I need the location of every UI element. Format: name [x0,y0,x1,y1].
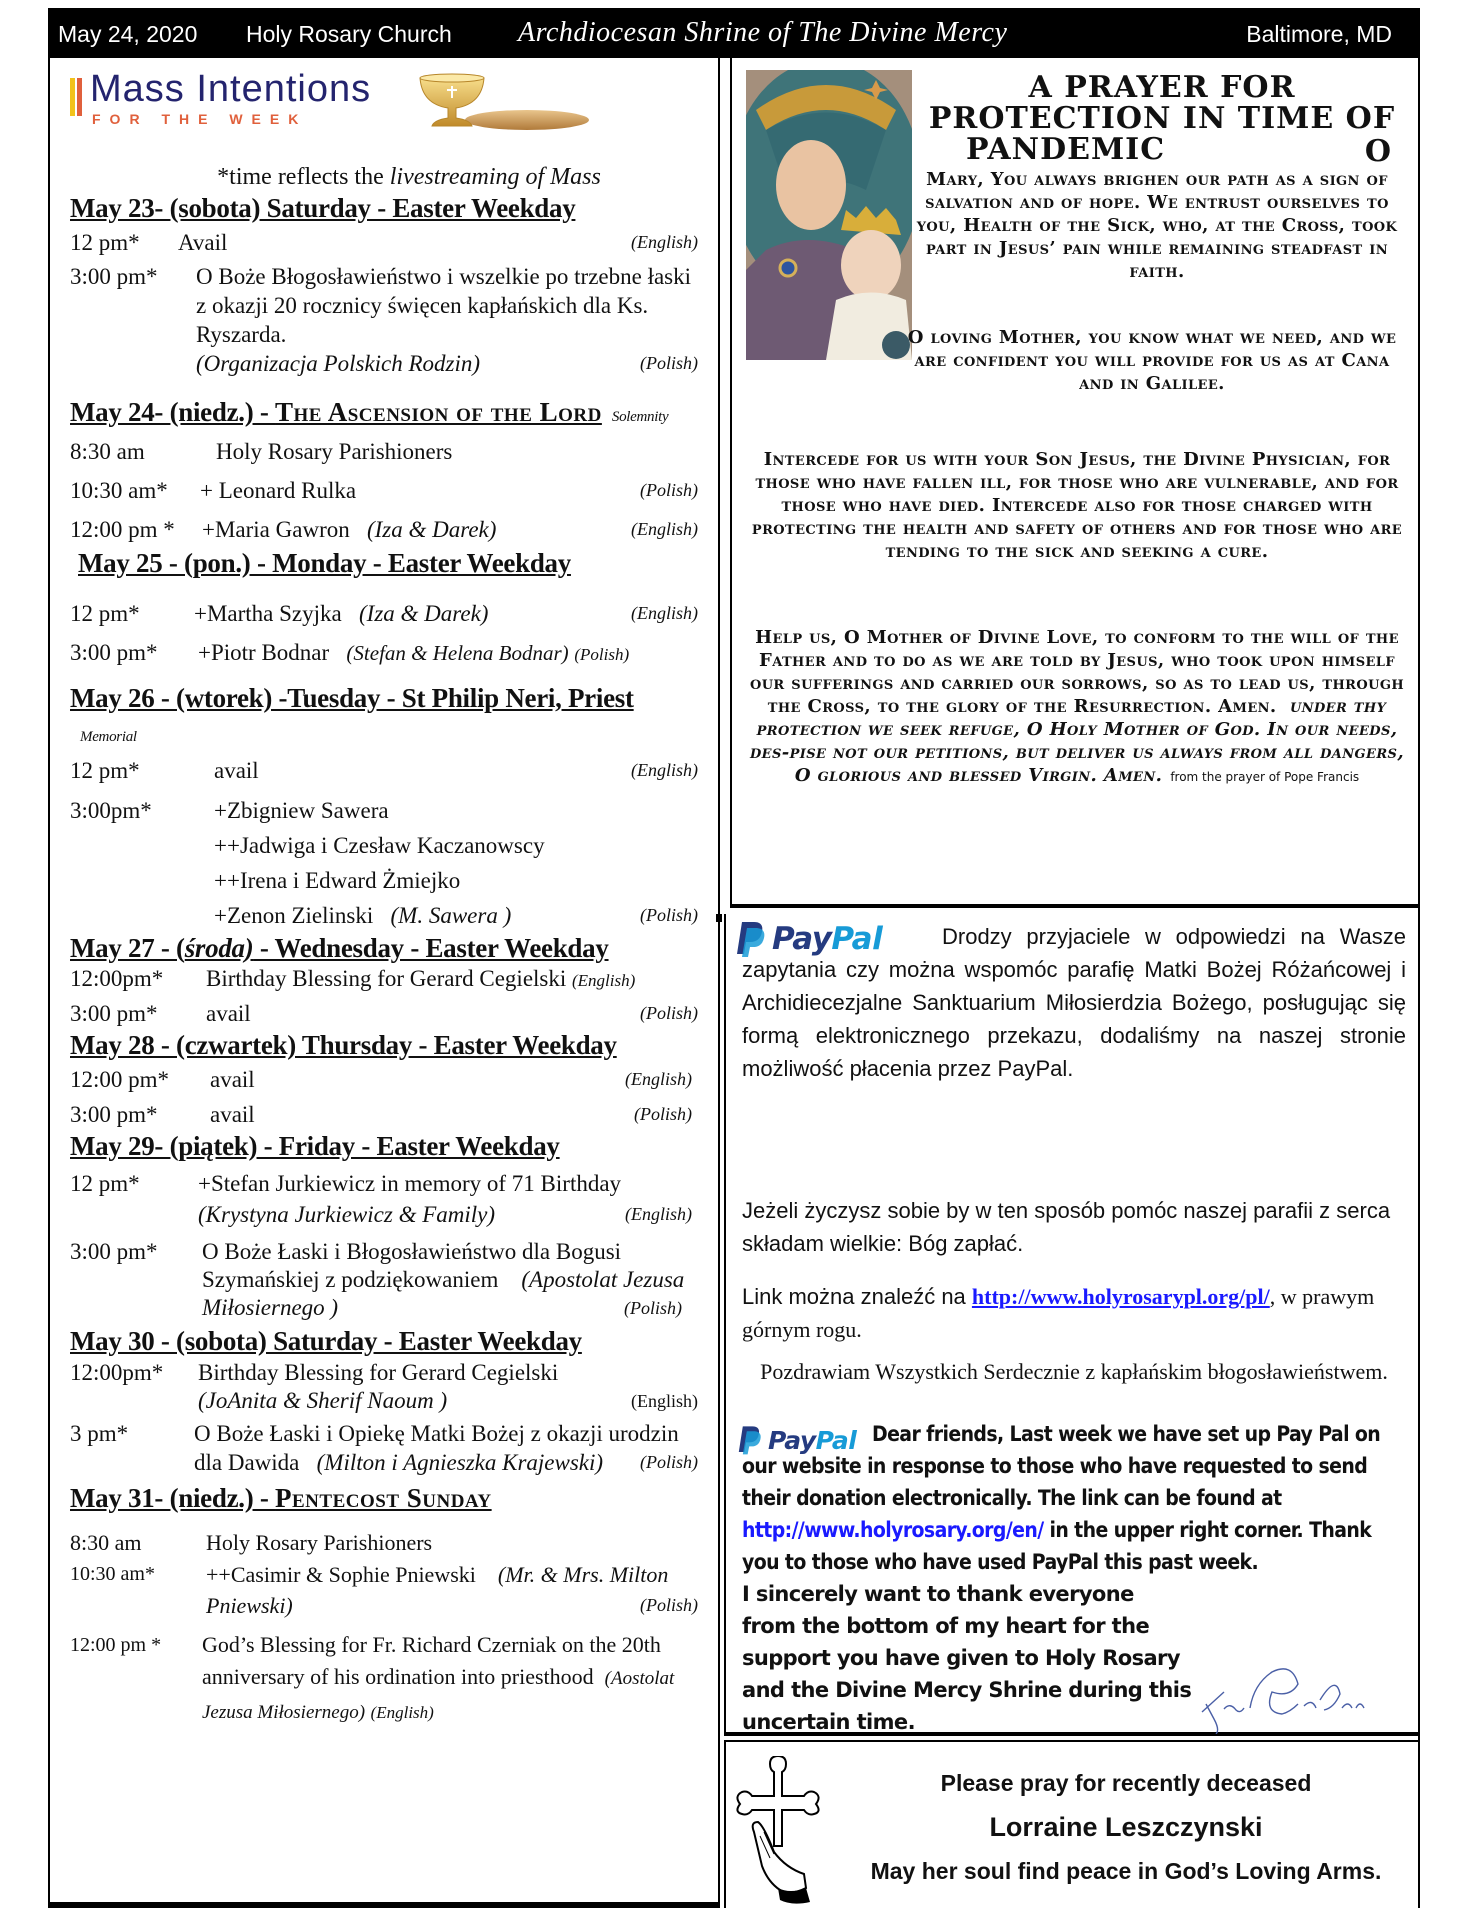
prayer-text: Help us, O Mother of Divine Love, to conform to the will of the Father and to do as we are told by Jesus, who took upon himself our sufferings and carried our sorrows, so as to lead us, through the Cross, to the glory of the Resurrection. Amen. [749,627,1405,717]
language: (Polish) [640,353,698,373]
donor: (Apostolat Jezusa Miłosiernego ) [202,1267,685,1320]
prayer-italic-text: under thy protection we seek refuge, O Holy Mother of God. In our needs, des-pise not our petitions, but deliver us always from all dangers, O glorious and blessed Virgin. Amen. [749,696,1405,786]
intention: +Martha Szyjka [194,601,342,626]
mass-time: 10:30 am* [70,1563,155,1585]
feast-rank: Memorial [80,729,137,745]
mass-entry [70,262,708,378]
intention: O Boże Błogosławieństwo i wszelkie po trzebne łaski z okazji 20 rocznicy święcen kapłańskich dla Ks. Ryszarda. [196,264,692,347]
memorial-panel [724,1740,1420,1908]
mass-time: 12:00 pm * [70,1634,162,1656]
day-heading-polish: środa) [184,933,254,963]
language: (Polish) [640,1595,698,1615]
polish-greeting: Pozdrawiam Wszystkich Serdecznie z kapłańskim błogosławieństwem. [760,1359,1388,1384]
intention: ++Casimir & Sophie Pniewski [206,1562,476,1587]
memorial-intro: Please pray for recently deceased [940,1770,1312,1796]
language: (English) [631,760,698,780]
language: (English) [370,1703,434,1722]
prayer-paragraph [742,626,1412,789]
language: (English) [625,1069,692,1089]
donor: (JoAnita & Sherif Naoum ) [198,1388,448,1413]
logo-subtitle: FOR THE WEEK [92,111,308,127]
prayer-paragraph: Mary, You always brighen our path as a sign of salvation and of hope. We entrust ourselves to you, Health of the Sick, who, at the Cross, took part in Jesus’ pain while remaining steadfast in faith. [916,169,1398,282]
intention: +Piotr Bodnar [198,640,330,665]
donor: (Iza & Darek) [366,517,497,542]
intention: avail [210,1067,255,1092]
intention: Avail [178,230,228,255]
mass-time: 12 pm* [70,230,140,255]
intention: +Maria Gawron [202,517,350,542]
prayer-panel [730,58,1420,908]
mass-entry [70,1168,708,1230]
mass-entry [70,437,708,466]
mass-entry [70,793,708,933]
intention: avail [206,1001,251,1026]
day-heading [70,681,670,754]
paypal-logo-text: Pal [815,1425,857,1455]
intention: O Boże Łaski i Błogosławieństwo dla Bogusi Szymańskiej z podziękowaniem [202,1239,622,1292]
language: (English) [625,1204,692,1224]
prayer-title-o: O [1364,134,1392,169]
madonna-and-child-image [746,70,912,360]
donor: (Mr. & Mrs. Milton Pniewski) [206,1562,669,1618]
polish-paypal-paragraph: Drodzy przyjaciele w odpowiedzi na Wasze zapytania czy można wspomóc parafię Matki Bożej Różańcowej i Archidiecezjalne Sanktuarium Miłosierdzia Bożego, posługując się formą elektronicznego przekazu, dodaliśmy na naszej stronie możliwość płacenia przez PayPal. [742,924,1406,1081]
donor: (Krystyna Jurkiewicz & Family) [198,1202,496,1227]
mass-entry [70,638,708,669]
donor: (M. Sawera ) [390,903,512,928]
mass-entry [70,1559,708,1621]
language: (English) [631,232,698,252]
english-paypal-link[interactable]: http://www.holyrosary.org/en/ [742,1518,1044,1542]
mass-time: 10:30 am* [70,478,168,503]
prayer-title-line: PANDEMIC [966,132,1166,167]
language: (English) [572,971,636,990]
mass-entry [70,515,708,544]
mass-time: 3:00 pm* [70,1001,158,1026]
intention-line: +Zbigniew Sawera [214,798,389,823]
prayer-title-line: PROTECTION IN TIME OF [928,101,1396,136]
logo-bars-icon [70,78,84,116]
mass-entry [70,599,708,628]
donor: (Aostolat Jezusa Miłosiernego) [202,1668,675,1723]
prayer-title [922,70,1402,169]
mass-time: 3:00 pm* [70,1239,158,1264]
mass-entry [70,756,708,785]
english-text: Dear friends, Last week we have set up Pay Pal on our website in response to those who have requested to send their donation electronically. The link can be found at [742,1422,1381,1510]
mass-intentions-panel [48,58,720,1908]
language: (Polish) [640,480,698,500]
language: (Polish) [634,1104,692,1124]
link-suffix: , w prawym górnym rogu. [742,1284,1375,1342]
divider-mark [716,914,722,922]
cross-praying-hands-icon [734,1756,824,1906]
pastor-signature [1194,1664,1384,1734]
intention: + Leonard Rulka [200,478,357,503]
chalice-bread-icon [412,72,592,132]
day-heading-date: May 24- (niedz.) - [70,397,276,427]
right-column [720,58,1420,1908]
mass-time: 3:00 pm* [70,1102,158,1127]
day-heading: May 25 - (pon.) - Monday - Easter Weekday [78,548,571,578]
feast-name: Pentecost Sunday [275,1483,492,1513]
prayer-title-line: A PRAYER FOR [1028,70,1296,105]
day-heading [70,392,680,437]
intention: Holy Rosary Parishioners [216,439,453,464]
intention-line: +Zenon Zielinski [214,903,374,928]
note-text: *time reflects the [217,164,390,190]
paypal-logo-text: Pay [768,1425,816,1455]
mass-entry [70,476,708,505]
intention: Birthday Blessing for Gerard Cegielski [206,966,567,991]
mass-entry [70,1629,708,1729]
mass-time: 3:00 pm* [70,264,158,289]
shrine-name: Archdiocesan Shrine of The Divine Mercy [518,17,1008,48]
header-bar [48,8,1420,58]
thank-you-paragraph: I sincerely want to thank everyone from the bottom of my heart for the support you have given to Holy Rosary and the Divine Mercy Shrine during this uncertain time. [742,1582,1192,1734]
language: (Polish) [640,1452,698,1472]
day-heading: May 29- (piątek) - Friday - Easter Weekday [70,1131,560,1161]
day-heading [70,933,708,964]
paypal-logo-text: Pal [831,921,883,957]
livestream-note [110,164,708,191]
mass-time: 12 pm* [70,758,140,783]
donor: (Organizacja Polskich Rodzin) [196,351,481,376]
intention: God’s Blessing for Fr. Richard Czerniak on the 20th anniversary of his ordination into priesthood [202,1632,661,1689]
day-heading-text: May 26 - (wtorek) -Tuesday - St Philip Neri, Priest [70,683,634,713]
mass-time: 12 pm* [70,601,140,626]
mass-time: 12:00pm* [70,966,164,991]
intention-line: ++Irena i Edward Żmiejko [214,868,461,893]
paypal-logo-text: Pay [772,921,832,957]
language: (English) [631,1391,698,1411]
mass-entry [70,1238,708,1322]
note-italic: livestreaming of Mass [389,164,601,190]
intention: +Stefan Jurkiewicz in memory of 71 Birthday [198,1171,622,1196]
intention: Holy Rosary Parishioners [206,1530,433,1555]
mass-time: 3:00pm* [70,798,152,823]
day-heading-date: May 27 - ( [70,933,185,963]
language: (English) [631,603,698,623]
language: (Polish) [640,905,698,925]
language: (English) [631,519,698,539]
day-heading: May 28 - (czwartek) Thursday - Easter Weekday [70,1030,617,1060]
language: (Polish) [640,1003,698,1023]
english-text: in the upper right corner. Thank you to those who have used PayPal this past week. [742,1518,1372,1574]
prayer-paragraph: Intercede for us with your Son Jesus, the Divine Physician, for those who have fallen ill, for those who are vulnerable, and for those who have died. Intercede also for those charged with protecting the health and safety of others and for those who are tending to the sick and seeking a cure. [751,449,1403,562]
mass-time: 8:30 am [70,1530,142,1555]
day-heading [70,1483,708,1514]
mass-time: 3:00 pm* [70,640,158,665]
mass-entry [70,1065,708,1094]
intention: Birthday Blessing for Gerard Cegielski [198,1360,559,1385]
mass-entry [70,1419,708,1477]
feast-name: The Ascension of the Lord [275,397,602,427]
mass-time: 12:00 pm * [70,517,175,542]
donor: (Iza & Darek) [359,601,489,626]
prayer-source: from the prayer of Pope Francis [1170,770,1360,784]
intention: avail [214,758,259,783]
day-heading-text: - Wednesday - Easter Weekday [253,933,609,963]
day-heading-date: May 31- (niedz.) - [70,1483,276,1513]
feast-rank: Solemnity [611,409,669,425]
language: (Polish) [574,645,630,664]
mass-time: 12 pm* [70,1171,140,1196]
city: Baltimore, MD [1246,21,1392,47]
bulletin-date: May 24, 2020 [58,21,198,47]
mass-entry [70,1359,708,1415]
mass-entry [70,1100,708,1129]
mass-entry [70,964,708,995]
mass-time: 12:00pm* [70,1360,164,1385]
deceased-name: Lorraine Leszczynski [989,1812,1263,1842]
intention-line: ++Jadwiga i Czesław Kaczanowscy [214,833,545,858]
mass-entry [70,228,708,257]
donor: (Stefan & Helena Bodnar) [346,641,569,665]
church-name: Holy Rosary Church [246,21,452,47]
polish-paypal-link[interactable]: http://www.holyrosarypl.org/pl/ [971,1284,1270,1309]
intention: avail [210,1102,255,1127]
polish-paypal-paragraph: Jeżeli życzysz sobie by w ten sposób pomóc naszej parafii z serca składam wielkie: Bóg zapłać. [742,1198,1391,1256]
donor: (Milton i Agnieszka Krajewski) [316,1450,604,1475]
logo-title: Mass Intentions [90,68,372,110]
day-heading: May 30 - (sobota) Saturday - Easter Weekday [70,1326,582,1356]
mass-intentions-logo [70,64,708,154]
mass-time: 12:00 pm* [70,1067,170,1092]
polish-paypal-link-paragraph [742,1280,1406,1346]
paypal-panel [724,914,1420,1736]
prayer-paragraph: O loving Mother, you know what we need, and we are confident you will provide for us as at Cana and in Galilee. [907,327,1397,394]
mass-entry [70,999,708,1028]
mass-time: 3 pm* [70,1421,129,1446]
intention: O Boże Łaski i Opiekę Matki Bożej z okazji urodzin dla Dawida [194,1421,679,1475]
link-prefix: Link można znaleźć na [742,1284,972,1309]
mass-entry [70,1528,708,1557]
memorial-blessing: May her soul find peace in God’s Loving Arms. [870,1858,1382,1884]
day-heading: May 23- (sobota) Saturday - Easter Weekday [70,193,576,223]
language: (Polish) [624,1298,682,1318]
english-paypal-paragraph [742,1418,1406,1578]
mass-time: 8:30 am [70,439,145,464]
